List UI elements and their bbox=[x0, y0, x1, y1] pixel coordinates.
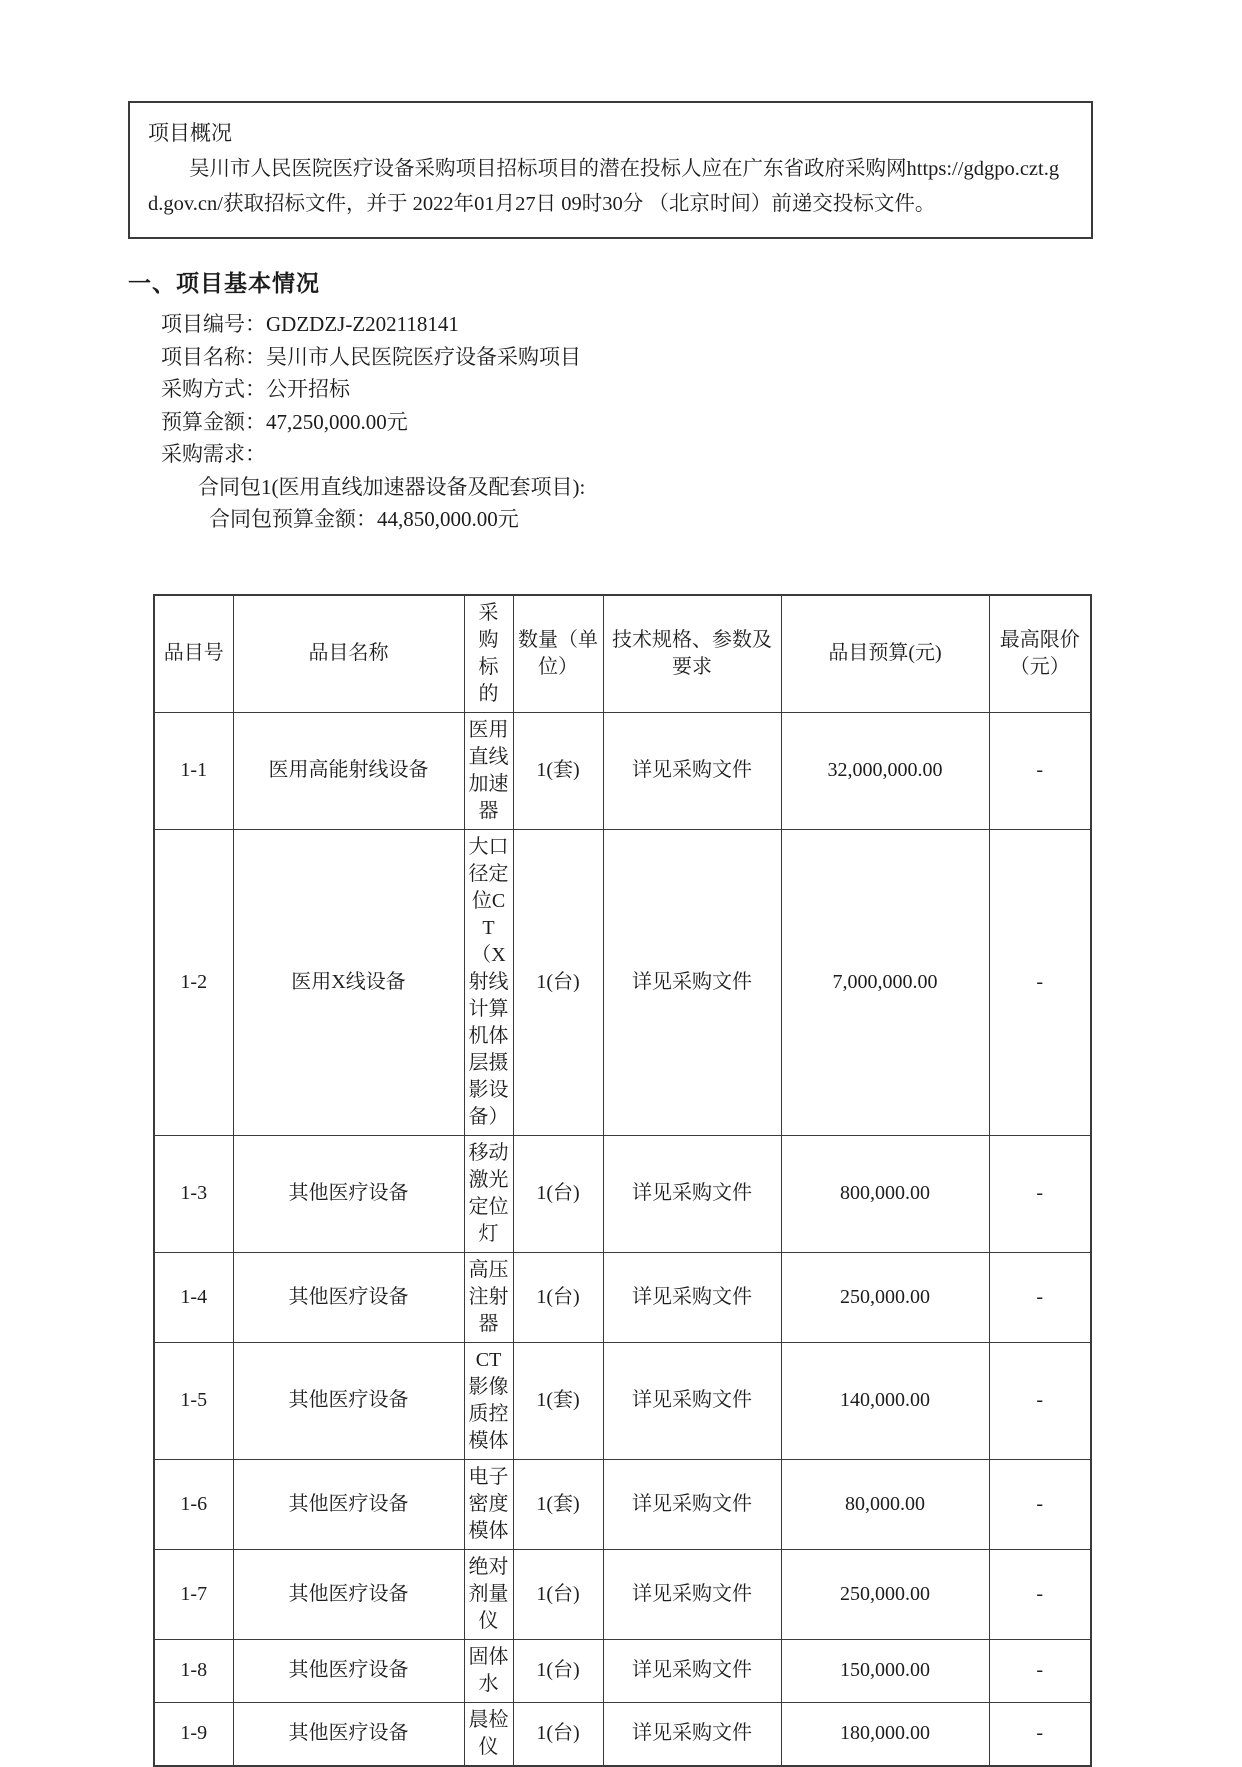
field-procurement-method: 采购方式：公开招标 bbox=[161, 377, 350, 401]
cell-budget: 180,000.00 bbox=[781, 1702, 989, 1766]
cell-item-name: 其他医疗设备 bbox=[233, 1639, 464, 1702]
cell-max-price: - bbox=[989, 1702, 1091, 1766]
cell-max-price: - bbox=[989, 1252, 1091, 1342]
cell-spec: 详见采购文件 bbox=[603, 712, 781, 829]
cell-budget: 32,000,000.00 bbox=[781, 712, 989, 829]
col-header-target: 采购标的 bbox=[464, 595, 513, 713]
project-info bbox=[161, 308, 1093, 536]
field-procurement-demand: 采购需求： bbox=[161, 442, 266, 466]
cell-budget: 7,000,000.00 bbox=[781, 829, 989, 1135]
document-page bbox=[128, 0, 1093, 1767]
cell-item-name: 医用高能射线设备 bbox=[233, 712, 464, 829]
cell-target: 电子密度模体 bbox=[464, 1459, 513, 1549]
cell-quantity: 1(台) bbox=[513, 1639, 603, 1702]
cell-quantity: 1(套) bbox=[513, 1459, 603, 1549]
field-project-name: 项目名称：吴川市人民医院医疗设备采购项目 bbox=[161, 344, 581, 369]
cell-spec: 详见采购文件 bbox=[603, 1549, 781, 1639]
cell-quantity: 1(台) bbox=[513, 1135, 603, 1252]
col-header-spec: 技术规格、参数及要求 bbox=[603, 595, 781, 713]
table-row bbox=[154, 1252, 1091, 1342]
cell-spec: 详见采购文件 bbox=[603, 1342, 781, 1459]
field-budget-amount: 预算金额：47,250,000.00元 bbox=[161, 409, 408, 434]
cell-item-no: 1-5 bbox=[154, 1342, 233, 1459]
cell-budget: 140,000.00 bbox=[781, 1342, 989, 1459]
cell-max-price: - bbox=[989, 829, 1091, 1135]
cell-budget: 250,000.00 bbox=[781, 1252, 989, 1342]
procurement-items-table bbox=[153, 594, 1092, 1767]
cell-quantity: 1(台) bbox=[513, 1252, 603, 1342]
cell-quantity: 1(台) bbox=[513, 1702, 603, 1766]
cell-item-no: 1-9 bbox=[154, 1702, 233, 1766]
cell-item-name: 其他医疗设备 bbox=[233, 1252, 464, 1342]
col-header-item-no: 品目号 bbox=[154, 595, 233, 713]
cell-spec: 详见采购文件 bbox=[603, 1459, 781, 1549]
cell-budget: 80,000.00 bbox=[781, 1459, 989, 1549]
cell-budget: 800,000.00 bbox=[781, 1135, 989, 1252]
cell-item-no: 1-3 bbox=[154, 1135, 233, 1252]
cell-max-price: - bbox=[989, 1459, 1091, 1549]
cell-max-price: - bbox=[989, 1342, 1091, 1459]
cell-target: 大口径定位CT（X射线计算机体层摄影设备） bbox=[464, 829, 513, 1135]
cell-max-price: - bbox=[989, 1639, 1091, 1702]
cell-target: 固体水 bbox=[464, 1639, 513, 1702]
cell-target: 医用直线加速器 bbox=[464, 712, 513, 829]
cell-target: 绝对剂量仪 bbox=[464, 1549, 513, 1639]
cell-max-price: - bbox=[989, 712, 1091, 829]
cell-max-price: - bbox=[989, 1549, 1091, 1639]
table-row bbox=[154, 1342, 1091, 1459]
table-row bbox=[154, 712, 1091, 829]
project-overview-box bbox=[128, 101, 1093, 239]
contract-package-budget: 合同包预算金额：44,850,000.00元 bbox=[209, 507, 519, 531]
cell-item-no: 1-4 bbox=[154, 1252, 233, 1342]
cell-quantity: 1(台) bbox=[513, 829, 603, 1135]
cell-item-no: 1-6 bbox=[154, 1459, 233, 1549]
cell-item-name: 其他医疗设备 bbox=[233, 1342, 464, 1459]
cell-item-no: 1-1 bbox=[154, 712, 233, 829]
table-row bbox=[154, 1549, 1091, 1639]
cell-budget: 150,000.00 bbox=[781, 1639, 989, 1702]
project-overview-title: 项目概况 bbox=[148, 121, 232, 145]
table-header-row bbox=[154, 595, 1091, 713]
table-row bbox=[154, 1639, 1091, 1702]
cell-item-name: 其他医疗设备 bbox=[233, 1135, 464, 1252]
col-header-item-name: 品目名称 bbox=[233, 595, 464, 713]
contract-package-line: 合同包1(医用直线加速器设备及配套项目): bbox=[198, 474, 586, 499]
cell-quantity: 1(套) bbox=[513, 1342, 603, 1459]
cell-target: CT影像质控模体 bbox=[464, 1342, 513, 1459]
col-header-budget: 品目预算(元) bbox=[781, 595, 989, 713]
cell-spec: 详见采购文件 bbox=[603, 1702, 781, 1766]
table-row bbox=[154, 1135, 1091, 1252]
cell-target: 移动激光定位灯 bbox=[464, 1135, 513, 1252]
cell-item-name: 其他医疗设备 bbox=[233, 1549, 464, 1639]
col-header-max-price: 最高限价（元） bbox=[989, 595, 1091, 713]
cell-item-name: 其他医疗设备 bbox=[233, 1702, 464, 1766]
cell-item-no: 1-7 bbox=[154, 1549, 233, 1639]
project-overview-text: 吴川市人民医院医疗设备采购项目招标项目的潜在投标人应在广东省政府采购网https://gdgpo.czt.gd.gov.cn/获取招标文件，并于 2022年01月27日 09时30分 （北京时间）前递交投标文件。 bbox=[148, 158, 1060, 215]
cell-quantity: 1(台) bbox=[513, 1549, 603, 1639]
cell-item-no: 1-8 bbox=[154, 1639, 233, 1702]
cell-max-price: - bbox=[989, 1135, 1091, 1252]
cell-item-name: 医用X线设备 bbox=[233, 829, 464, 1135]
col-header-quantity: 数量（单位） bbox=[513, 595, 603, 713]
cell-item-no: 1-2 bbox=[154, 829, 233, 1135]
cell-budget: 250,000.00 bbox=[781, 1549, 989, 1639]
field-project-number: 项目编号：GDZDZJ-Z202118141 bbox=[161, 312, 459, 336]
cell-target: 高压注射器 bbox=[464, 1252, 513, 1342]
section-heading: 一、项目基本情况 bbox=[128, 270, 320, 296]
cell-quantity: 1(套) bbox=[513, 712, 603, 829]
cell-spec: 详见采购文件 bbox=[603, 1252, 781, 1342]
cell-spec: 详见采购文件 bbox=[603, 1639, 781, 1702]
cell-target: 晨检仪 bbox=[464, 1702, 513, 1766]
cell-item-name: 其他医疗设备 bbox=[233, 1459, 464, 1549]
table-row bbox=[154, 1459, 1091, 1549]
table-row bbox=[154, 829, 1091, 1135]
cell-spec: 详见采购文件 bbox=[603, 829, 781, 1135]
cell-spec: 详见采购文件 bbox=[603, 1135, 781, 1252]
